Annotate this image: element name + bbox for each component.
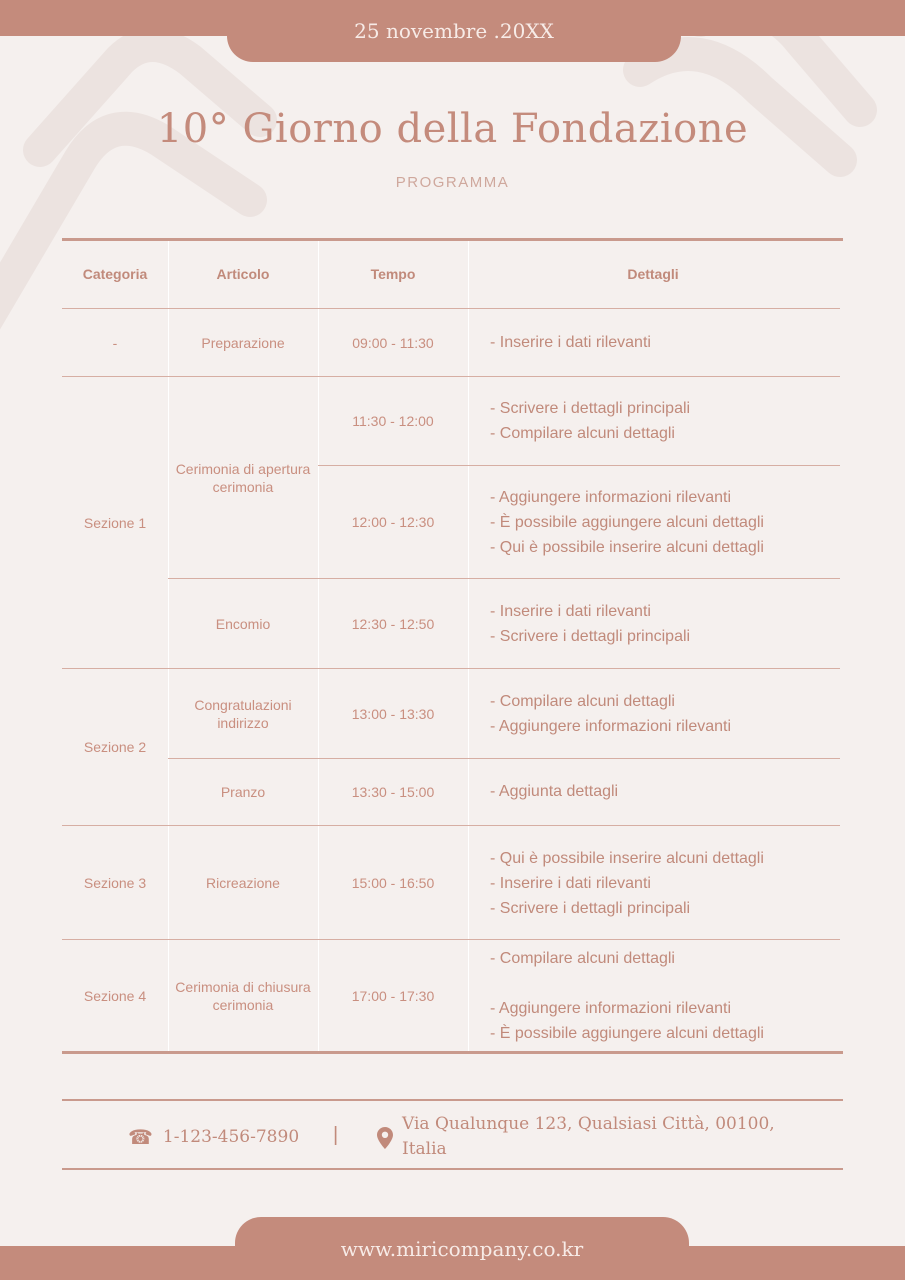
details-cell xyxy=(490,689,731,739)
phone-icon: ☎ xyxy=(128,1125,153,1149)
time-cell: 17:00 - 17:30 xyxy=(351,988,435,1004)
details-cell xyxy=(490,485,764,560)
time-cell: 12:30 - 12:50 xyxy=(351,615,435,632)
category-cell: Sezione 2 xyxy=(83,739,147,755)
page-title: 10° Giorno della Fondazione xyxy=(156,106,749,152)
detail-line: - Compilare alcuni dettagli xyxy=(490,693,675,710)
details-cell xyxy=(490,330,651,355)
category-cell: Sezione 3 xyxy=(83,874,147,891)
header-tempo: Tempo xyxy=(370,266,416,282)
detail-line: - Qui è possibile inserire alcuni dettagli xyxy=(490,850,764,867)
article-cell: Preparazione xyxy=(201,334,285,351)
details-cell xyxy=(490,779,618,804)
website-link[interactable]: www.miricompany.co.kr xyxy=(340,1236,584,1261)
phone-number: 1-123-456-7890 xyxy=(162,1127,300,1147)
header-dettagli: Dettagli xyxy=(627,266,679,282)
detail-line: - Inserire i dati rilevanti xyxy=(490,603,651,620)
time-cell: 09:00 - 11:30 xyxy=(352,334,434,351)
detail-line: - È possibile aggiungere alcuni dettagli xyxy=(490,514,764,531)
detail-line: - Scrivere i dettagli principali xyxy=(490,628,691,645)
detail-line: - Inserire i dati rilevanti xyxy=(490,875,651,892)
category-cell: Sezione 1 xyxy=(83,514,147,531)
date-tab xyxy=(227,0,681,62)
contact-separator: | xyxy=(333,1124,339,1146)
details-cell xyxy=(490,396,690,446)
details-cell xyxy=(490,946,764,1046)
detail-line: - Inserire i dati rilevanti xyxy=(490,334,651,351)
detail-line: - Aggiungere informazioni rilevanti xyxy=(490,489,732,506)
detail-line: - Compilare alcuni dettagli xyxy=(490,425,675,442)
column-divider xyxy=(468,241,469,1051)
header-articolo: Articolo xyxy=(216,266,270,282)
details-cell xyxy=(490,846,764,921)
phone-contact xyxy=(128,1125,299,1149)
header-categoria: Categoria xyxy=(82,266,148,282)
detail-line: - Scrivere i dettagli principali xyxy=(490,400,691,417)
article-cell: Pranzo xyxy=(220,784,266,800)
category-cell: - xyxy=(112,334,118,351)
detail-line: - Aggiungere informazioni rilevanti xyxy=(490,718,732,735)
article-cell: Cerimonia di apertura cerimonia xyxy=(175,460,311,495)
page-subtitle: PROGRAMMA xyxy=(395,174,510,191)
contact-top-rule xyxy=(62,1099,843,1101)
article-cell: Encomio xyxy=(215,615,271,632)
time-cell: 13:00 - 13:30 xyxy=(351,705,435,722)
time-cell: 11:30 - 12:00 xyxy=(352,413,434,429)
article-cell: Congratulazioni indirizzo xyxy=(194,696,292,731)
detail-line: - Compilare alcuni dettagli xyxy=(490,950,675,967)
article-cell: Cerimonia di chiusura cerimonia xyxy=(175,979,311,1013)
time-cell: 12:00 - 12:30 xyxy=(351,514,435,530)
detail-line: - Scrivere i dettagli principali xyxy=(490,900,691,917)
details-cell xyxy=(490,599,690,649)
detail-line: - Aggiungere informazioni rilevanti xyxy=(490,1000,732,1017)
time-cell: 13:30 - 15:00 xyxy=(351,784,435,800)
website-tab xyxy=(235,1217,689,1280)
address: Via Qualunque 123, Qualsiasi Città, 00100, Italia xyxy=(402,1114,775,1159)
event-date: 25 novembre .20XX xyxy=(354,19,554,43)
map-pin-icon xyxy=(376,1127,394,1149)
category-cell: Sezione 4 xyxy=(83,988,147,1004)
detail-line xyxy=(490,971,764,996)
detail-line: - È possibile aggiungere alcuni dettagli xyxy=(490,1025,764,1042)
article-cell: Ricreazione xyxy=(206,874,280,891)
detail-line: - Qui è possibile inserire alcuni dettagli xyxy=(490,539,764,556)
detail-line: - Aggiunta dettagli xyxy=(490,783,619,800)
table-bottom-rule xyxy=(62,1051,843,1054)
time-cell: 15:00 - 16:50 xyxy=(351,874,435,891)
contact-bottom-rule xyxy=(62,1168,843,1170)
